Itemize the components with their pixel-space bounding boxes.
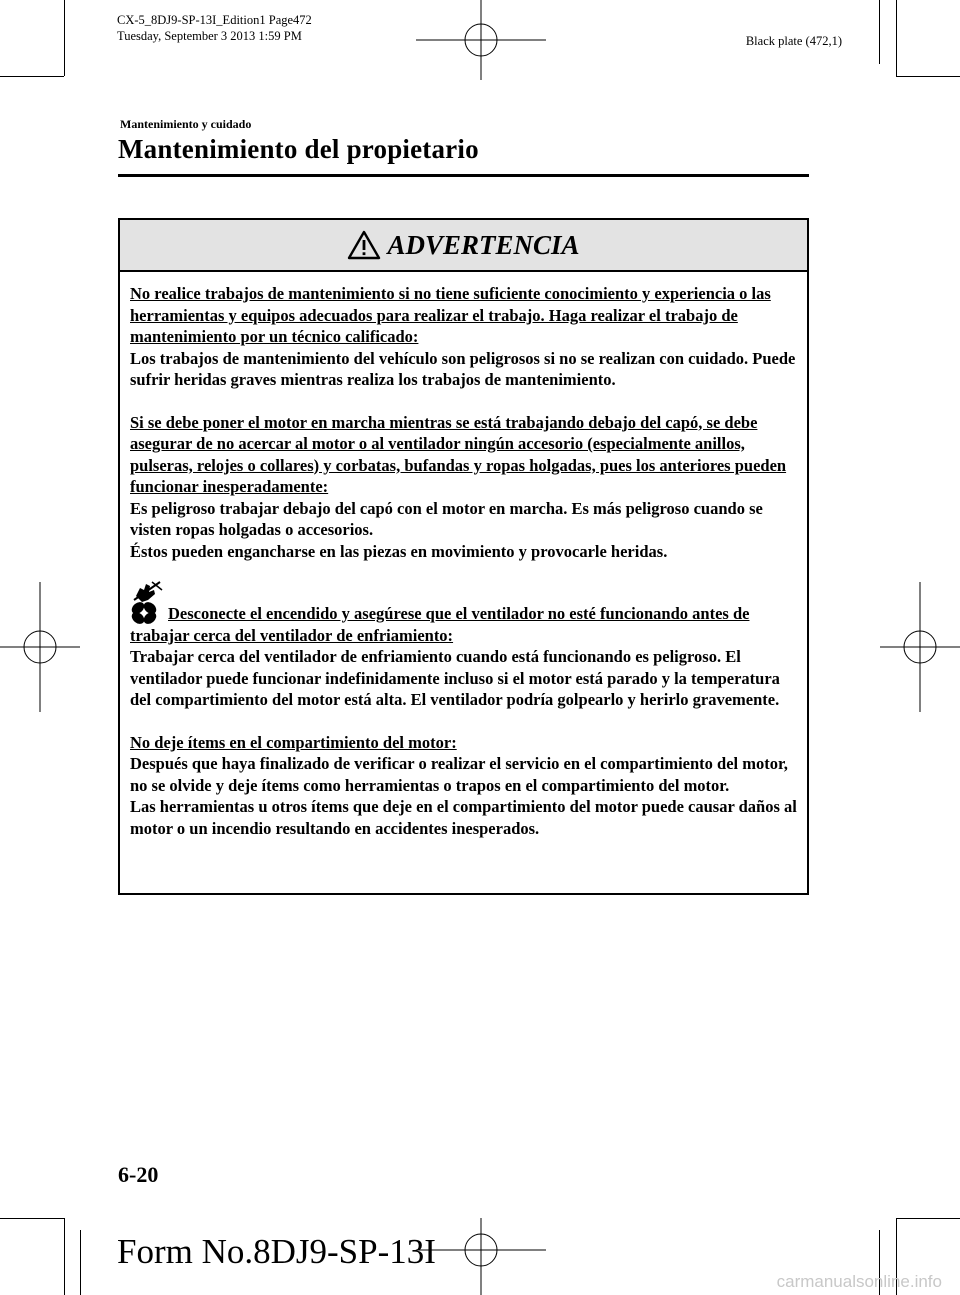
crop-mark-bottom-left-v <box>64 1218 65 1295</box>
print-info-line1: CX-5_8DJ9-SP-13I_Edition1 Page472 <box>117 13 312 27</box>
page-title: Mantenimiento del propietario <box>118 134 479 164</box>
warning-header <box>120 220 807 272</box>
print-info <box>117 12 312 44</box>
warning-box <box>118 218 809 895</box>
warning-text: Las herramientas u otros ítems que deje en el compartimiento del motor puede causar daños al motor o un incendio resultando en accidentes inesperados. <box>130 797 797 838</box>
registration-mark-icon <box>416 0 546 80</box>
crop-mark-top-right-v <box>896 0 897 76</box>
warning-heading: No deje ítems en el compartimiento del motor: <box>130 732 457 752</box>
crop-mark-top-left-h <box>0 76 64 77</box>
print-info-line2: Tuesday, September 3 2013 1:59 PM <box>117 29 302 43</box>
crop-mark-bottom-left-v2 <box>80 1230 81 1295</box>
warning-heading: Desconecte el encendido y asegúrese que el ventilador no esté funcionando antes de trabajar cerca del ventilador de enfriamiento: <box>130 604 750 645</box>
warning-text: Es peligroso trabajar debajo del capó con el motor en marcha. Es más peligroso cuando se visten ropas holgadas o accesorios. <box>130 498 763 539</box>
warning-text: Trabajar cerca del ventilador de enfriamiento cuando está funcionando es peligroso. El ventilador puede funcionar indefinidamente incluso si el motor está parado y la temperatura del compartimiento del motor está alta. El ventilador podría golpearlo y herirlo gravemente. <box>130 647 780 709</box>
warning-text: Después que haya finalizado de verificar o realizar el servicio en el compartimiento del motor, no se olvide y deje ítems como herramientas o trapos en el compartimiento del motor. <box>130 754 788 795</box>
warning-body <box>120 272 807 839</box>
form-number: Form No.8DJ9-SP-13I <box>117 1232 436 1271</box>
page-number: 6-20 <box>118 1162 159 1187</box>
crop-mark-bottom-right-h <box>896 1218 960 1219</box>
crop-mark-top-right-h <box>896 76 960 77</box>
warning-heading: Si se debe poner el motor en marcha mientras se está trabajando debajo del capó, se debe asegurar de no acercar al motor o al ventilador ningún accesorio (especialmente anillos, pulseras, relojes o collares) y corbatas, bufandas y ropas holgadas, pues los anteriores pueden funcionar inesperadamente: <box>130 412 787 496</box>
warning-title: ADVERTENCIA <box>387 229 580 260</box>
crop-mark-bottom-left-h <box>0 1218 64 1219</box>
fan-block <box>130 580 797 646</box>
warning-heading: No realice trabajos de mantenimiento si no tiene suficiente conocimiento y experiencia o las herramientas y equipos adecuados para realizar el trabajo. Haga realizar el trabajo de mantenimiento por un técnico calificado: <box>130 284 771 346</box>
section-label: Mantenimiento y cuidado <box>120 117 252 131</box>
warning-text: Los trabajos de mantenimiento del vehículo son peligrosos si no se realizan con cuidado. Puede sufrir heridas graves mientras realiza los trabajos de mantenimiento. <box>130 348 796 389</box>
watermark: carmanualsonline.info <box>776 1272 942 1291</box>
warning-text: Éstos pueden engancharse en las piezas en movimiento y provocarle heridas. <box>130 541 668 561</box>
registration-mark-icon <box>880 582 960 712</box>
crop-mark-top-right-v2 <box>879 0 880 64</box>
registration-mark-icon <box>0 582 80 712</box>
warning-triangle-icon <box>347 230 381 260</box>
title-rule <box>118 174 809 177</box>
crop-mark-top-left-v <box>64 0 65 76</box>
